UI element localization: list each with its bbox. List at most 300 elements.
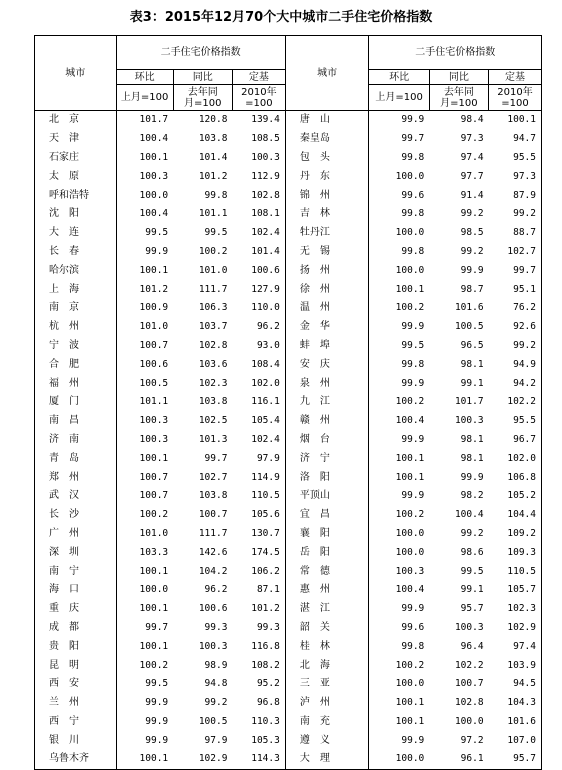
mom-cell-right: 99.9 (401, 734, 425, 746)
fixed-cell-right: 104.4 (489, 506, 542, 525)
mom-cell-right: 99.6 (401, 189, 425, 201)
mom-cell-right: 100.0 (395, 227, 425, 239)
city-cell-right: 安 庆 (285, 355, 369, 374)
city-cell-left: 长 沙 (35, 506, 117, 525)
yoy-cell-left: 100.2 (198, 245, 228, 257)
mom-cell-right: 99.9 (401, 321, 425, 333)
mom-cell-right: 99.9 (401, 603, 425, 615)
mom-base-left: 上月=100 (116, 85, 173, 111)
yoy-cell-left: 101.3 (198, 433, 228, 445)
fixed-cell-right: 105.7 (489, 581, 542, 600)
city-cell-right: 徐 州 (285, 280, 369, 299)
yoy-cell-left: 120.8 (198, 114, 228, 126)
city-cell-right: 三 亚 (285, 675, 369, 694)
city-cell-right: 泉 州 (285, 374, 369, 393)
fixed-cell-left: 105.6 (232, 506, 285, 525)
mom-cell-left: 99.9 (145, 245, 169, 257)
fixed-cell-left: 127.9 (232, 280, 285, 299)
city-cell-left: 哈尔滨 (35, 261, 117, 280)
fixed-cell-right: 97.3 (489, 167, 542, 186)
mom-cell-right: 99.6 (401, 621, 425, 633)
mom-cell-right: 99.8 (401, 640, 425, 652)
city-cell-left: 兰 州 (35, 694, 117, 713)
mom-cell-right: 100.3 (395, 565, 425, 577)
mom-cell-left: 100.1 (139, 603, 169, 615)
yoy-cell-left: 101.0 (198, 264, 228, 276)
table-row (35, 468, 542, 487)
yoy-cell-right: 99.1 (460, 377, 484, 389)
city-cell-left: 杭 州 (35, 318, 117, 337)
city-cell-left: 武 汉 (35, 487, 117, 506)
mom-cell-left: 100.7 (139, 490, 169, 502)
mom-cell-left: 101.7 (139, 114, 169, 126)
mom-cell-left: 100.1 (139, 565, 169, 577)
mom-cell-left: 100.4 (139, 208, 169, 220)
mom-cell-right: 100.2 (395, 659, 425, 671)
yoy-cell-right: 96.4 (460, 640, 484, 652)
fixed-cell-right: 102.7 (489, 243, 542, 262)
city-cell-left: 沈 阳 (35, 205, 117, 224)
mom-cell-left: 100.3 (139, 415, 169, 427)
city-cell-right: 烟 台 (285, 431, 369, 450)
mom-cell-left: 99.9 (145, 715, 169, 727)
yoy-cell-left: 142.6 (198, 546, 228, 558)
yoy-cell-right: 97.2 (460, 734, 484, 746)
city-cell-left: 广 州 (35, 525, 117, 544)
mom-cell-right: 100.0 (395, 678, 425, 690)
table-row (35, 243, 542, 262)
table-row (35, 449, 542, 468)
table-row (35, 713, 542, 732)
yoy-base-right: 去年同 月=100 (429, 85, 488, 111)
city-cell-left: 西 安 (35, 675, 117, 694)
fixed-cell-left: 106.2 (232, 562, 285, 581)
city-cell-left: 重 庆 (35, 600, 117, 619)
mom-cell-right: 99.9 (401, 490, 425, 502)
group-header-right: 二手住宅价格指数 (369, 36, 542, 70)
yoy-cell-left: 104.2 (198, 565, 228, 577)
table-row (35, 355, 542, 374)
price-index-table (34, 35, 542, 770)
yoy-cell-right: 100.5 (454, 321, 484, 333)
yoy-cell-left: 96.2 (204, 584, 228, 596)
fixed-cell-left: 96.8 (232, 694, 285, 713)
city-cell-left: 济 南 (35, 431, 117, 450)
table-row (35, 731, 542, 750)
city-cell-right: 宜 昌 (285, 506, 369, 525)
yoy-cell-right: 99.9 (460, 471, 484, 483)
fixed-cell-right: 96.7 (489, 431, 542, 450)
city-cell-right: 温 州 (285, 299, 369, 318)
fixed-cell-left: 174.5 (232, 543, 285, 562)
city-cell-left: 长 春 (35, 243, 117, 262)
mom-cell-right: 100.2 (395, 509, 425, 521)
table-row (35, 130, 542, 149)
mom-header-left: 环比 (116, 70, 173, 85)
fixed-cell-right: 110.5 (489, 562, 542, 581)
mom-cell-left: 100.1 (139, 640, 169, 652)
mom-cell-right: 99.8 (401, 245, 425, 257)
mom-cell-left: 100.9 (139, 302, 169, 314)
yoy-cell-left: 103.8 (198, 133, 228, 145)
table-row (35, 186, 542, 205)
city-cell-left: 厦 门 (35, 393, 117, 412)
yoy-cell-right: 100.7 (454, 678, 484, 690)
yoy-cell-right: 99.2 (460, 208, 484, 220)
yoy-cell-left: 94.8 (204, 678, 228, 690)
table-row (35, 412, 542, 431)
yoy-cell-right: 98.4 (460, 114, 484, 126)
fixed-cell-right: 95.7 (489, 750, 542, 769)
city-cell-right: 金 华 (285, 318, 369, 337)
table-row (35, 224, 542, 243)
table-row (35, 167, 542, 186)
fixed-cell-right: 95.5 (489, 149, 542, 168)
city-cell-right: 泸 州 (285, 694, 369, 713)
yoy-cell-right: 100.4 (454, 509, 484, 521)
city-cell-right: 惠 州 (285, 581, 369, 600)
mom-cell-left: 100.2 (139, 659, 169, 671)
mom-cell-right: 100.2 (395, 396, 425, 408)
table-row (35, 299, 542, 318)
fixed-cell-right: 101.6 (489, 713, 542, 732)
city-cell-left: 合 肥 (35, 355, 117, 374)
yoy-cell-left: 99.5 (204, 227, 228, 239)
city-cell-left: 宁 波 (35, 337, 117, 356)
yoy-cell-left: 102.5 (198, 415, 228, 427)
yoy-cell-right: 98.7 (460, 283, 484, 295)
fixed-cell-left: 110.5 (232, 487, 285, 506)
city-cell-left: 石家庄 (35, 149, 117, 168)
mom-cell-right: 100.0 (395, 546, 425, 558)
fixed-cell-left: 102.4 (232, 224, 285, 243)
mom-cell-right: 100.0 (369, 750, 429, 769)
fixed-cell-right: 109.2 (489, 525, 542, 544)
city-cell-right: 蚌 埠 (285, 337, 369, 356)
fixed-cell-right: 94.5 (489, 675, 542, 694)
city-cell-left: 深 圳 (35, 543, 117, 562)
city-cell-right: 北 海 (285, 656, 369, 675)
yoy-cell-left: 103.8 (198, 396, 228, 408)
mom-cell-left: 100.3 (139, 433, 169, 445)
yoy-cell-right: 98.6 (460, 546, 484, 558)
yoy-cell-left: 97.9 (204, 734, 228, 746)
fixed-cell-left: 100.3 (232, 149, 285, 168)
city-cell-right: 无 锡 (285, 243, 369, 262)
table-row (35, 205, 542, 224)
fixed-cell-right: 102.9 (489, 619, 542, 638)
city-cell-right: 唐 山 (285, 111, 369, 130)
city-cell-left: 海 口 (35, 581, 117, 600)
city-cell-right: 常 德 (285, 562, 369, 581)
fixed-cell-right: 99.2 (489, 337, 542, 356)
fixed-cell-right: 99.7 (489, 261, 542, 280)
fixed-cell-right: 109.3 (489, 543, 542, 562)
fixed-cell-left: 101.2 (232, 600, 285, 619)
city-cell-left: 大 连 (35, 224, 117, 243)
fixed-cell-right: 102.2 (489, 393, 542, 412)
mom-cell-right: 100.1 (395, 283, 425, 295)
yoy-base-left: 去年同 月=100 (173, 85, 232, 111)
mom-cell-left: 100.3 (139, 170, 169, 182)
fixed-cell-right: 76.2 (489, 299, 542, 318)
fixed-cell-right: 104.3 (489, 694, 542, 713)
mom-cell-right: 99.8 (401, 208, 425, 220)
city-cell-left: 昆 明 (35, 656, 117, 675)
table-row (35, 600, 542, 619)
fixed-cell-left: 102.4 (232, 431, 285, 450)
city-cell-right: 牡丹江 (285, 224, 369, 243)
mom-cell-right: 99.8 (401, 151, 425, 163)
yoy-cell-right: 100.3 (454, 621, 484, 633)
yoy-cell-right: 97.7 (460, 170, 484, 182)
table-row (35, 111, 542, 130)
mom-header-right: 环比 (369, 70, 429, 85)
mom-cell-left: 101.0 (139, 527, 169, 539)
mom-cell-left: 101.2 (139, 283, 169, 295)
fixed-cell-right: 100.1 (489, 111, 542, 130)
table-row (35, 619, 542, 638)
city-cell-right: 韶 关 (285, 619, 369, 638)
mom-cell-left: 100.1 (139, 151, 169, 163)
fixed-cell-left: 116.1 (232, 393, 285, 412)
mom-cell-left: 100.5 (139, 377, 169, 389)
fixed-cell-left: 102.0 (232, 374, 285, 393)
yoy-cell-left: 102.7 (198, 471, 228, 483)
yoy-cell-left: 100.3 (198, 640, 228, 652)
table-row (35, 675, 542, 694)
yoy-cell-right: 97.3 (460, 133, 484, 145)
table-row (35, 431, 542, 450)
fixed-cell-right: 97.4 (489, 637, 542, 656)
city-cell-left: 郑 州 (35, 468, 117, 487)
city-cell-right: 包 头 (285, 149, 369, 168)
mom-cell-left: 101.1 (139, 396, 169, 408)
yoy-cell-right: 95.7 (460, 603, 484, 615)
table-row (35, 487, 542, 506)
mom-cell-left: 99.5 (145, 678, 169, 690)
yoy-cell-left: 101.4 (198, 151, 228, 163)
mom-cell-right: 99.9 (401, 433, 425, 445)
mom-cell-left: 100.1 (116, 750, 173, 769)
yoy-cell-right: 99.2 (460, 245, 484, 257)
mom-cell-left: 100.1 (139, 452, 169, 464)
mom-cell-right: 99.9 (401, 114, 425, 126)
city-cell-left: 银 川 (35, 731, 117, 750)
fixed-cell-left: 110.0 (232, 299, 285, 318)
group-header-left: 二手住宅价格指数 (116, 36, 285, 70)
yoy-cell-right: 99.2 (460, 527, 484, 539)
yoy-cell-right: 100.0 (454, 715, 484, 727)
fixed-cell-right: 92.6 (489, 318, 542, 337)
mom-cell-right: 99.7 (401, 133, 425, 145)
city-cell-right: 锦 州 (285, 186, 369, 205)
yoy-header-left: 同比 (173, 70, 232, 85)
fixed-cell-left: 96.2 (232, 318, 285, 337)
city-cell-right: 洛 阳 (285, 468, 369, 487)
yoy-cell-right: 101.6 (454, 302, 484, 314)
mom-cell-left: 100.0 (139, 189, 169, 201)
city-cell-left: 南 京 (35, 299, 117, 318)
fixed-cell-left: 93.0 (232, 337, 285, 356)
mom-cell-left: 99.5 (145, 227, 169, 239)
table-row (35, 694, 542, 713)
fixed-cell-right: 88.7 (489, 224, 542, 243)
city-cell-right: 遵 义 (285, 731, 369, 750)
mom-cell-right: 100.1 (395, 697, 425, 709)
table-title: 表3：2015年12月70个大中城市二手住宅价格指数 (129, 10, 433, 25)
mom-cell-right: 99.9 (401, 377, 425, 389)
yoy-cell-right: 102.8 (454, 697, 484, 709)
fixed-cell-right: 107.0 (489, 731, 542, 750)
fixed-cell-left: 108.5 (232, 130, 285, 149)
city-cell-right: 扬 州 (285, 261, 369, 280)
fixed-cell-left: 112.9 (232, 167, 285, 186)
mom-cell-left: 101.0 (139, 321, 169, 333)
mom-cell-left: 100.6 (139, 358, 169, 370)
fixed-cell-right: 87.9 (489, 186, 542, 205)
table-row (35, 656, 542, 675)
yoy-cell-left: 99.8 (204, 189, 228, 201)
yoy-cell-right: 100.3 (454, 415, 484, 427)
yoy-cell-right: 98.5 (460, 227, 484, 239)
mom-cell-left: 100.4 (139, 133, 169, 145)
city-cell-right: 赣 州 (285, 412, 369, 431)
mom-cell-right: 99.8 (401, 358, 425, 370)
mom-cell-right: 100.0 (395, 527, 425, 539)
city-cell-right: 丹 东 (285, 167, 369, 186)
yoy-cell-right: 97.4 (460, 151, 484, 163)
fixed-cell-right: 95.5 (489, 412, 542, 431)
yoy-cell-left: 99.7 (204, 452, 228, 464)
mom-cell-right: 100.4 (395, 415, 425, 427)
fixed-cell-right: 94.9 (489, 355, 542, 374)
fixed-cell-right: 102.3 (489, 600, 542, 619)
fixed-cell-left: 108.1 (232, 205, 285, 224)
city-cell-right: 湛 江 (285, 600, 369, 619)
mom-cell-right: 100.4 (395, 584, 425, 596)
yoy-cell-left: 111.7 (198, 527, 228, 539)
yoy-cell-left: 100.6 (198, 603, 228, 615)
fixed-cell-left: 100.6 (232, 261, 285, 280)
mom-cell-left: 99.9 (145, 697, 169, 709)
mom-cell-right: 100.1 (395, 452, 425, 464)
yoy-cell-right: 99.1 (460, 584, 484, 596)
yoy-cell-left: 103.8 (198, 490, 228, 502)
yoy-cell-left: 98.9 (204, 659, 228, 671)
table-row (35, 506, 542, 525)
mom-cell-left: 100.0 (139, 584, 169, 596)
city-cell-left: 呼和浩特 (35, 186, 117, 205)
city-header-right: 城市 (285, 36, 369, 111)
fixed-cell-right: 106.8 (489, 468, 542, 487)
fixed-cell-left: 114.9 (232, 468, 285, 487)
mom-cell-left: 99.7 (145, 621, 169, 633)
yoy-cell-right: 96.5 (460, 339, 484, 351)
fixed-cell-right: 105.2 (489, 487, 542, 506)
fixed-cell-left: 110.3 (232, 713, 285, 732)
fixed-cell-right: 102.0 (489, 449, 542, 468)
mom-cell-right: 100.2 (395, 302, 425, 314)
table-row (35, 149, 542, 168)
fixed-cell-left: 139.4 (232, 111, 285, 130)
yoy-cell-right: 96.1 (429, 750, 488, 769)
fixed-cell-left: 99.3 (232, 619, 285, 638)
yoy-cell-right: 99.9 (460, 264, 484, 276)
city-cell-left: 天 津 (35, 130, 117, 149)
mom-cell-right: 100.0 (395, 264, 425, 276)
yoy-cell-right: 91.4 (460, 189, 484, 201)
table-row (35, 261, 542, 280)
mom-cell-left: 100.7 (139, 471, 169, 483)
city-cell-right: 大 理 (285, 750, 369, 769)
city-cell-left: 贵 阳 (35, 637, 117, 656)
city-cell-right: 济 宁 (285, 449, 369, 468)
city-cell-left: 西 宁 (35, 713, 117, 732)
fixed-base-left: 2010年 =100 (232, 85, 285, 111)
city-cell-left: 福 州 (35, 374, 117, 393)
city-cell-left: 成 都 (35, 619, 117, 638)
fixed-cell-left: 102.8 (232, 186, 285, 205)
yoy-cell-left: 103.7 (198, 321, 228, 333)
mom-cell-left: 100.7 (139, 339, 169, 351)
fixed-cell-left: 108.2 (232, 656, 285, 675)
fixed-cell-right: 94.2 (489, 374, 542, 393)
mom-cell-left: 103.3 (139, 546, 169, 558)
yoy-cell-left: 101.1 (198, 208, 228, 220)
city-cell-left: 青 岛 (35, 449, 117, 468)
table-row (35, 543, 542, 562)
city-cell-left: 北 京 (35, 111, 117, 130)
yoy-cell-left: 101.2 (198, 170, 228, 182)
fixed-cell-left: 97.9 (232, 449, 285, 468)
fixed-cell-left: 95.2 (232, 675, 285, 694)
table-row (35, 318, 542, 337)
yoy-cell-left: 102.8 (198, 339, 228, 351)
yoy-cell-left: 106.3 (198, 302, 228, 314)
fixed-cell-right: 99.2 (489, 205, 542, 224)
city-cell-left: 南 昌 (35, 412, 117, 431)
table-row (35, 393, 542, 412)
yoy-cell-left: 111.7 (198, 283, 228, 295)
fixed-header-right: 定基 (489, 70, 542, 85)
yoy-cell-left: 99.3 (204, 621, 228, 633)
fixed-cell-right: 94.7 (489, 130, 542, 149)
yoy-cell-right: 99.5 (460, 565, 484, 577)
yoy-cell-right: 102.2 (454, 659, 484, 671)
yoy-cell-left: 103.6 (198, 358, 228, 370)
yoy-cell-right: 98.1 (460, 358, 484, 370)
city-cell-left: 乌鲁木齐 (35, 750, 117, 769)
fixed-cell-left: 105.4 (232, 412, 285, 431)
fixed-base-right: 2010年 =100 (489, 85, 542, 111)
yoy-cell-right: 98.1 (460, 433, 484, 445)
yoy-cell-left: 102.3 (198, 377, 228, 389)
mom-cell-right: 100.1 (395, 715, 425, 727)
fixed-header-left: 定基 (232, 70, 285, 85)
table-row (35, 525, 542, 544)
city-cell-right: 九 江 (285, 393, 369, 412)
mom-cell-left: 100.2 (139, 509, 169, 521)
city-cell-left: 南 宁 (35, 562, 117, 581)
city-cell-right: 桂 林 (285, 637, 369, 656)
fixed-cell-left: 116.8 (232, 637, 285, 656)
yoy-cell-left: 100.5 (198, 715, 228, 727)
city-header-left: 城市 (35, 36, 117, 111)
mom-cell-left: 99.9 (145, 734, 169, 746)
table-row (35, 337, 542, 356)
yoy-cell-right: 101.7 (454, 396, 484, 408)
